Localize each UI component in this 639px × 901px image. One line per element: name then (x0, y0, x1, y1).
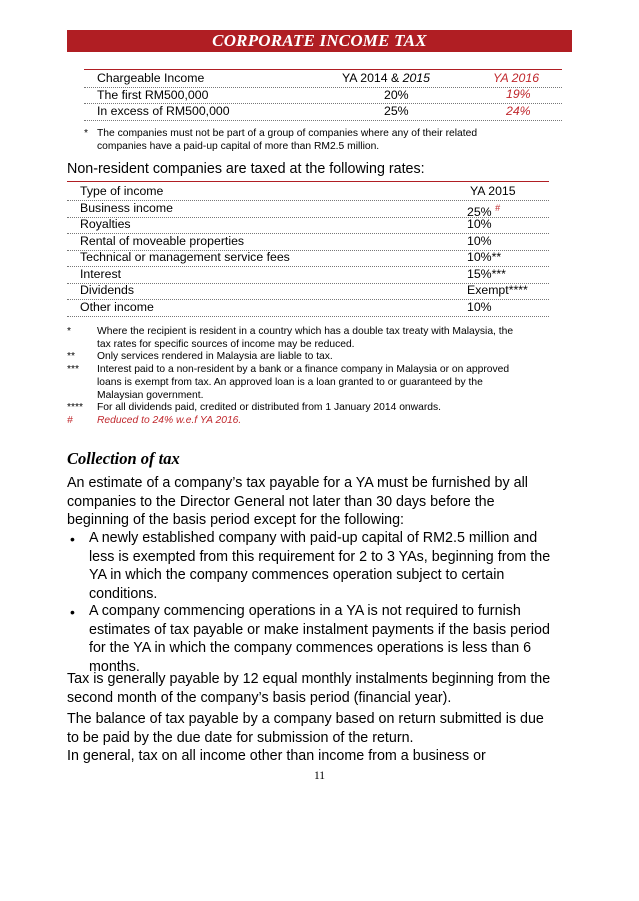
page-number: 11 (313, 770, 326, 782)
row-rate: 10% (467, 234, 492, 248)
header-ya-2016: YA 2016 (493, 71, 540, 85)
table-top-rule (84, 69, 562, 70)
paragraph: The balance of tax payable by a company based on return submitted is due to be paid by the due date for submission of the return. (67, 711, 544, 746)
row-label: The first RM500,000 (97, 88, 209, 102)
row-label: Dividends (80, 283, 134, 297)
note-item: *** Interest paid to a non-resident by a bank or a finance company in Malaysia or on approved loans is exempt from tax. An approved loan is a loan granted to or guaranteed by the Malaysian government. (67, 364, 510, 401)
row-label: Technical or management service fees (80, 250, 290, 264)
row-label: In excess of RM500,000 (97, 104, 230, 118)
notes-list (67, 326, 577, 428)
header-ya-2014: YA 2014 & 2015 (342, 71, 430, 85)
row-rate-2016: 19% (506, 87, 531, 101)
nonresident-intro: Non-resident companies are taxed at the following rates: (67, 161, 425, 177)
row-rate: 25% # (467, 203, 501, 220)
paragraph: Tax is generally payable by 12 equal monthly instalments beginning from the second month of the company’s basis period (financial year). (67, 671, 551, 706)
bullet-item: A company commencing operations in a YA is not required to furnish estimates of tax payable or make instalment payments if the basis period for the YA in which the company commences operations is less than 6 months. (89, 603, 550, 675)
table-top-rule (67, 181, 549, 182)
row-divider (67, 316, 549, 317)
header-chargeable-income: Chargeable Income (97, 71, 205, 85)
row-rate: 10% (467, 217, 492, 231)
footnote-mark: * (84, 128, 89, 139)
row-rate: 10% (467, 300, 492, 314)
row-rate: 10%** (467, 250, 502, 264)
bullet-icon: • (70, 604, 75, 620)
row-label: Business income (80, 201, 173, 215)
row-label: Interest (80, 267, 122, 281)
row-rate-2014: 25% (384, 104, 409, 118)
header-ya-2015: YA 2015 (470, 184, 516, 198)
section-heading: Collection of tax (67, 449, 180, 468)
note-item: **** For all dividends paid, credited or distributed from 1 January 2014 onwards. (67, 402, 441, 414)
note-item: ** Only services rendered in Malaysia are liable to tax. (67, 351, 333, 363)
footnote-text: The companies must not be part of a group of companies where any of their related companies have a paid-up capital of more than RM2.5 million. (97, 128, 478, 152)
paragraph: In general, tax on all income other than income from a business or (67, 748, 486, 764)
row-rate-2014: 20% (384, 88, 409, 102)
paragraph: An estimate of a company’s tax payable for a YA must be furnished by all companies to the Director General not later than 30 days before the beginning of the basis period except for the following: (67, 475, 528, 528)
note-item: * Where the recipient is resident in a country which has a double tax treaty with Malaysia, the tax rates for specific sources of income may be reduced. (67, 326, 514, 350)
row-label: Other income (80, 300, 154, 314)
row-divider (84, 120, 562, 121)
row-rate: 15%*** (467, 267, 506, 281)
bullet-icon: • (70, 531, 75, 547)
row-rate: Exempt**** (467, 283, 528, 297)
header-type-of-income: Type of income (80, 184, 164, 198)
bullet-item: A newly established company with paid-up capital of RM2.5 million and less is exempted from this requirement for 2 to 3 YAs, beginning from the YA in which the company commences operation subject to certain conditions. (89, 530, 551, 602)
row-label: Royalties (80, 217, 131, 231)
note-item: # Reduced to 24% w.e.f YA 2016. (67, 414, 242, 426)
section-banner: CORPORATE INCOME TAX (67, 30, 572, 52)
row-rate-2016: 24% (506, 104, 531, 118)
row-label: Rental of moveable properties (80, 234, 245, 248)
